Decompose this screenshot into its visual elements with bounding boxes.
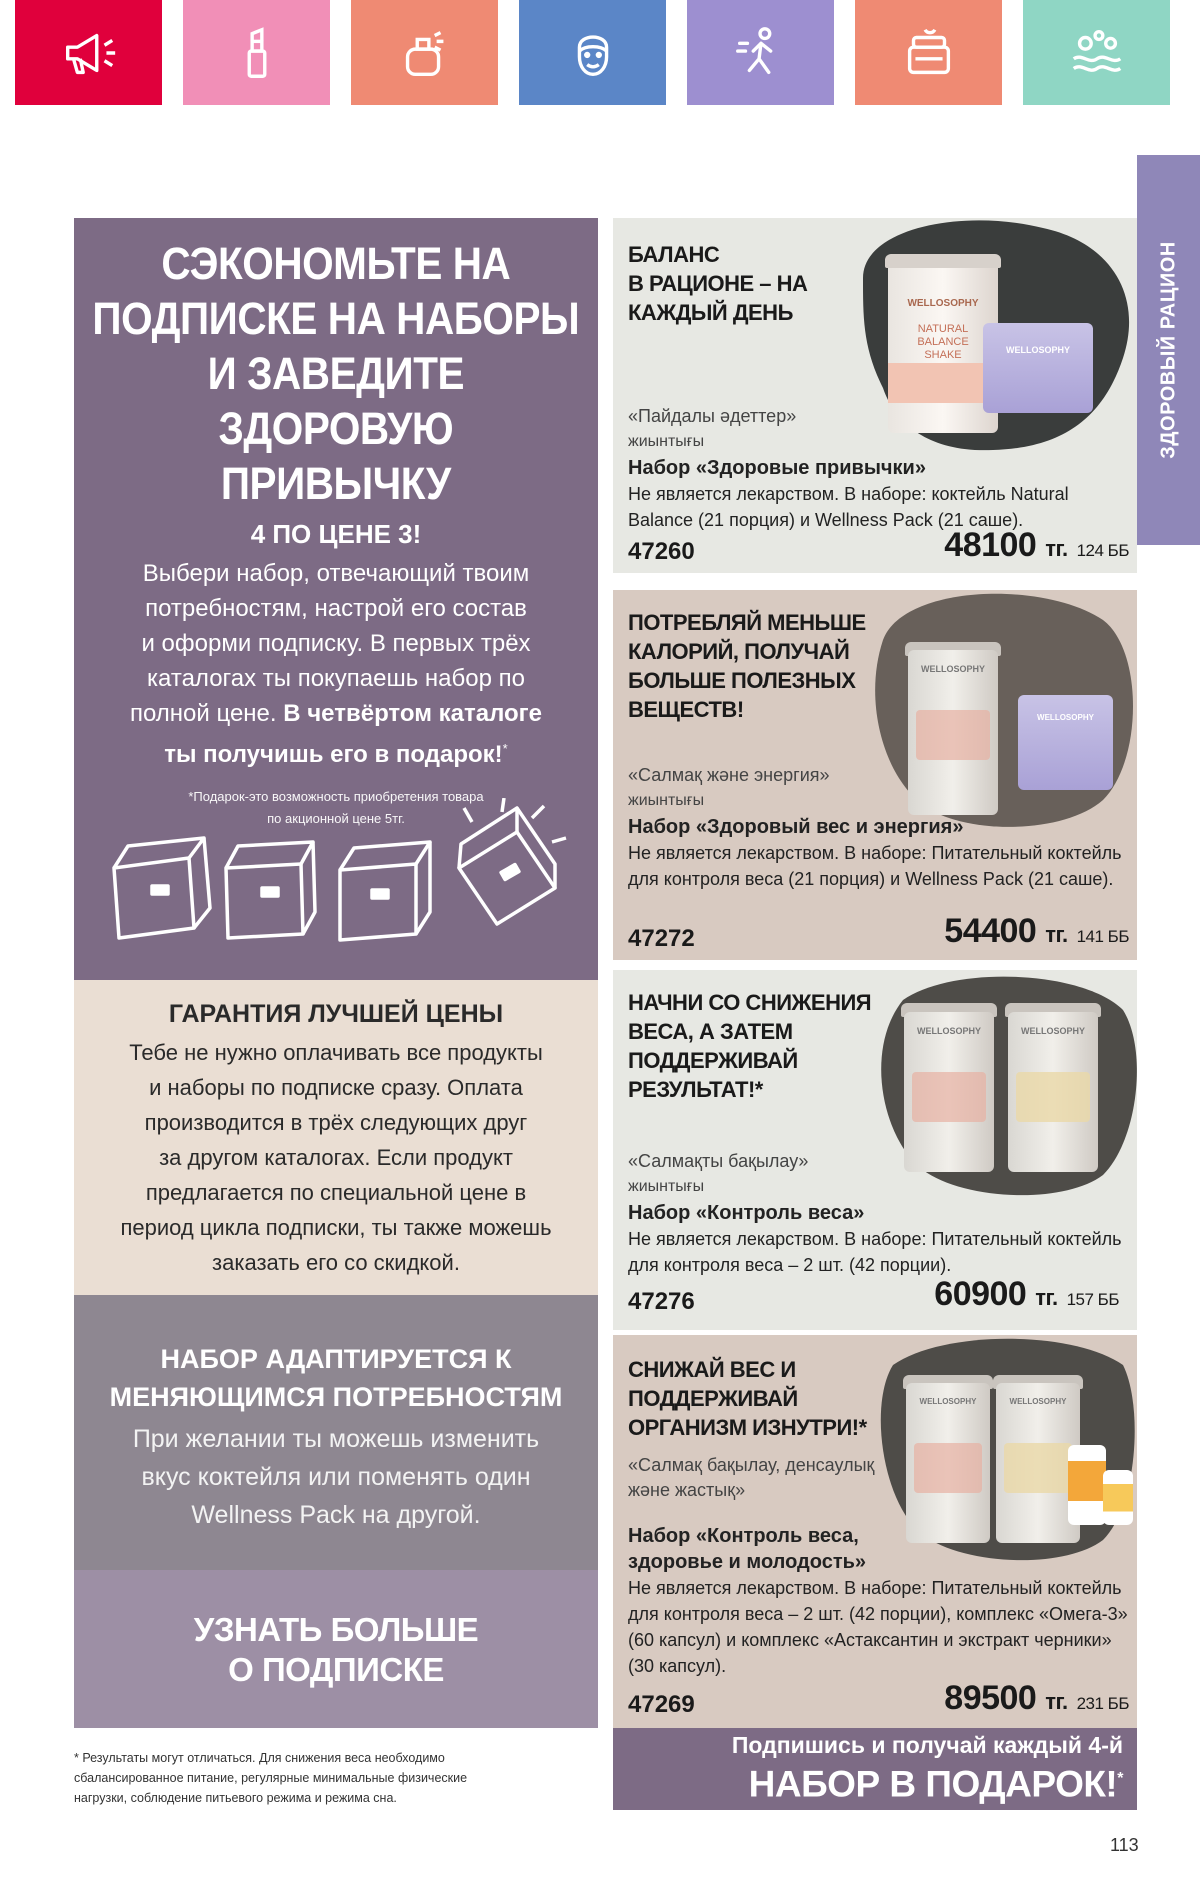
guarantee-text: Тебе не нужно оплачивать все продукты и наборы по подписке сразу. Оплата производится в трёх следующих друг за другом каталогах. Если продукт предлагается по специальной цене в период цикла подписки, ты также можешь заказать его со скидкой. <box>120 1040 552 1275</box>
omega3-bottle-image <box>1068 1445 1106 1525</box>
product-price: 60900 тг. 157 ББ <box>934 1275 1119 1313</box>
product-tagline: СНИЖАЙ ВЕС И ПОДДЕРЖИВАЙ ОРГАНИЗМ ИЗНУТРИ!* <box>628 1357 867 1440</box>
product-name: Набор «Контроль веса» <box>628 1202 865 1224</box>
product-price: 48100 тг. 124 ББ <box>944 526 1129 564</box>
gift-boxes-illustration <box>104 798 584 948</box>
box-icon <box>340 842 430 940</box>
lipstick-icon <box>226 22 288 84</box>
tab-bath[interactable] <box>1023 0 1170 105</box>
guarantee-heading: ГАРАНТИЯ ЛУЧШЕЙ ЦЕНЫ <box>168 1000 504 1028</box>
section-side-tab[interactable] <box>1137 155 1200 545</box>
tab-skincare[interactable] <box>855 0 1002 105</box>
product-name: Набор «Здоровый вес и энергия» <box>628 816 964 838</box>
product-card[interactable] <box>613 1335 1137 1728</box>
product-tagline: НАЧНИ СО СНИЖЕНИЯ ВЕСА, А ЗАТЕМ ПОДДЕРЖИВАЙ РЕЗУЛЬТАТ!* <box>628 990 872 1102</box>
tab-wellness[interactable] <box>687 0 834 105</box>
product-description: Не является лекарством. В наборе: Питательный коктейль для контроля веса – 2 шт. (42 порции). <box>628 1229 1122 1275</box>
product-description: Не является лекарством. В наборе: коктейль Natural Balance (21 порция) и Wellness Pack (21 саше). <box>628 484 1069 530</box>
adaptable-set-panel <box>74 1295 598 1570</box>
promo-headline: СЭКОНОМЬТЕ НА ПОДПИСКЕ НА НАБОРЫ И ЗАВЕДИТЕ ЗДОРОВУЮ ПРИВЫЧКУ <box>92 238 580 509</box>
shake-jar-image: WELLOSOPHY <box>906 1383 990 1543</box>
man-face-icon <box>562 22 624 84</box>
shake-jar-image: WELLOSOPHY <box>904 1012 994 1172</box>
cream-jar-icon <box>898 22 960 84</box>
product-code: 47272 <box>628 925 695 952</box>
product-price: 89500 тг. 231 ББ <box>944 1679 1129 1717</box>
tab-makeup[interactable] <box>183 0 330 105</box>
tab-promotions[interactable] <box>15 0 162 105</box>
results-footnote: * Результаты могут отличаться. Для снижения веса необходимо сбалансированное питание, регулярные минимальные физические нагрузки, соблюдение питьевого режима и режима сна. <box>74 1751 468 1805</box>
product-code: 47260 <box>628 538 695 565</box>
product-kz-name: «Салмақ бақылау, денсаулық және жастық» <box>628 1455 875 1500</box>
tab-fragrance[interactable] <box>351 0 498 105</box>
promo-footnote: *Подарок-это возможность приобретения товара по акционной цене 5тг. <box>188 789 484 826</box>
box-icon <box>226 842 315 938</box>
bath-icon <box>1066 22 1128 84</box>
wellness-pack-box-image: WELLOSOPHY <box>983 323 1093 413</box>
subscription-promo-panel <box>74 218 598 980</box>
perfume-icon <box>394 22 456 84</box>
product-description: Не является лекарством. В наборе: Питательный коктейль для контроля веса – 2 шт. (42 порции), комплекс «Омега-3» (60 капсул) и комплекс «Астаксантин и экстракт черники» (30 капсул). <box>628 1578 1128 1676</box>
promo-body: Выбери набор, отвечающий твоим потребностям, настрой его состав и оформи подписку. В первых трёх каталогах ты покупаешь набор по полной цене. В четвёртом каталоге ты получишь его в подарок!* <box>129 560 543 768</box>
product-code: 47269 <box>628 1691 695 1718</box>
product-card[interactable]: WELLOSOPHY WELLOSOPHY ПОТРЕБЛЯЙ МЕНЬШЕ КАЛОРИЙ, ПОЛУЧАЙ БОЛЬШЕ ПОЛЕЗНЫХ ВЕЩЕСТВ! «Салмақ және энергия» жиынтығы Набор «Здоровый вес и энергия» Не является лекарством. В наборе: Питательный коктейль для контроля веса (21 порция) и Wellness Pack (21 саше). 47272 54400 тг. 141 ББ <box>613 590 1137 960</box>
product-kz-name: «Пайдалы әдеттер» <box>628 406 797 426</box>
product-card[interactable]: WELLOSOPHY WELLOSOPHY НАЧНИ СО СНИЖЕНИЯ ВЕСА, А ЗАТЕМ ПОДДЕРЖИВАЙ РЕЗУЛЬТАТ!* «Салмақты бақылау» жиынтығы Набор «Контроль веса» Не является лекарством. В наборе: Питательный коктейль для контроля веса – 2 шт. (42 порции). 47276 60900 тг. 157 ББ <box>613 970 1137 1330</box>
product-tagline: БАЛАНС В РАЦИОНЕ – НА КАЖДЫЙ ДЕНЬ <box>628 242 808 325</box>
running-person-icon <box>730 22 792 84</box>
page-number: 113 <box>1110 1835 1139 1855</box>
tab-men[interactable] <box>519 0 666 105</box>
megaphone-icon <box>58 22 120 84</box>
product-description: Не является лекарством. В наборе: Питательный коктейль для контроля веса (21 порция) и Wellness Pack (21 саше). <box>628 843 1122 889</box>
product-name: Набор «Контроль веса, здоровье и молодость» <box>628 1525 867 1573</box>
box-icon <box>459 798 566 924</box>
product-card[interactable]: WELLOSOPHY NATURAL BALANCE SHAKE WELLOSOPHY БАЛАНС В РАЦИОНЕ – НА КАЖДЫЙ ДЕНЬ «Пайдалы әдеттер» жиынтығы Набор «Здоровые привычки» Не является лекарством. В наборе: коктейль Natural Balance (21 порция) и Wellness Pack (21 саше). 47260 48100 тг. 124 ББ <box>613 218 1137 573</box>
shake-jar-image: WELLOSOPHY <box>1008 1012 1098 1172</box>
shake-jar-image: WELLOSOPHY <box>908 650 998 815</box>
wellness-pack-box-image: WELLOSOPHY <box>1018 695 1113 790</box>
subscribe-banner[interactable]: Подпишись и получай каждый 4-й НАБОР В ПОДАРОК!* <box>613 1728 1137 1810</box>
adapt-text: При желании ты можешь изменить вкус коктейля или поменять один Wellness Pack на другой. <box>132 1425 540 1529</box>
learn-more-button[interactable]: УЗНАТЬ БОЛЬШЕ О ПОДПИСКЕ <box>74 1570 598 1728</box>
shake-jar-image: WELLOSOPHY NATURAL BALANCE SHAKE <box>888 258 998 433</box>
side-tab-label: ЗДОРОВЫЙ РАЦИОН <box>1157 241 1179 459</box>
promo-subheadline: 4 ПО ЦЕНЕ 3! <box>250 519 422 549</box>
adapt-heading: НАБОР АДАПТИРУЕТСЯ К МЕНЯЮЩИМСЯ ПОТРЕБНОСТЯМ <box>109 1344 563 1412</box>
box-icon <box>114 838 210 938</box>
best-price-guarantee-panel <box>74 980 598 1295</box>
product-price: 54400 тг. 141 ББ <box>944 912 1129 950</box>
product-name: Набор «Здоровые привычки» <box>628 457 926 479</box>
shake-jar-image: WELLOSOPHY <box>996 1383 1080 1543</box>
astaxanthin-jar-image <box>1103 1470 1133 1525</box>
product-kz-name: «Салмақты бақылау» <box>628 1151 809 1171</box>
product-kz-name: «Салмақ және энергия» <box>628 765 830 785</box>
product-tagline: ПОТРЕБЛЯЙ МЕНЬШЕ КАЛОРИЙ, ПОЛУЧАЙ БОЛЬШЕ ПОЛЕЗНЫХ ВЕЩЕСТВ! <box>628 610 866 722</box>
product-code: 47276 <box>628 1288 695 1315</box>
